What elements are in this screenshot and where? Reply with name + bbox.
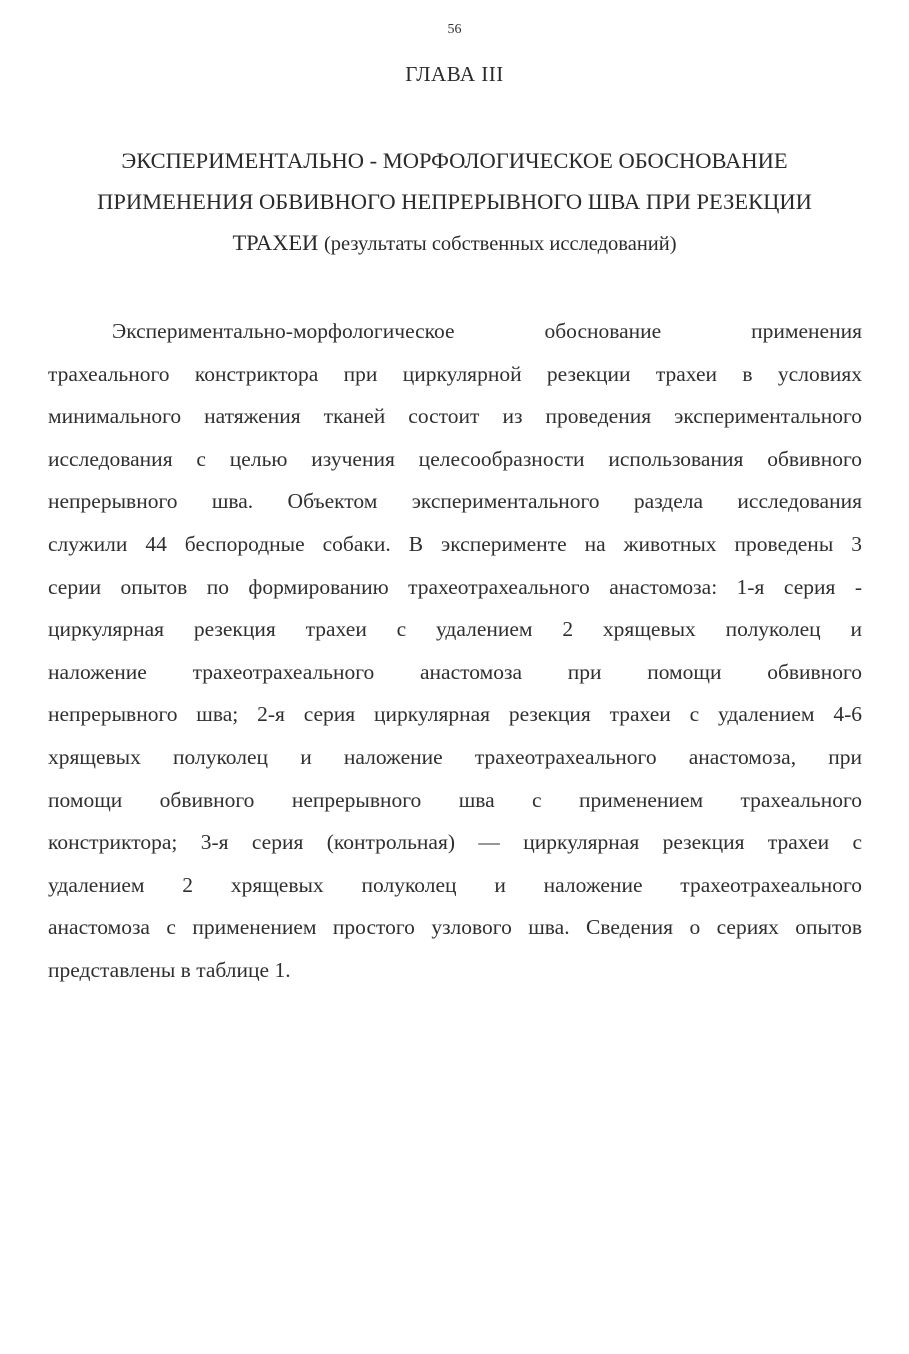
page-number: 56 [447, 22, 462, 37]
title-line-2: ПРИМЕНЕНИЯ ОБВИВНОГО НЕПРЕРЫВНОГО ШВА ПРИ РЕЗЕКЦИИ [97, 189, 812, 214]
body-paragraph [48, 310, 862, 992]
paragraph-line: непрерывного шва; 2-я серия циркулярная резекция трахеи с удалением 4-6 [48, 702, 862, 727]
paragraph-line: представлены в таблице 1. [48, 957, 291, 982]
paragraph-line: исследования с целью изучения целесообразности использования обвивного [48, 446, 862, 471]
chapter-title [40, 140, 869, 265]
paragraph-line: констриктора; 3-я серия (контрольная) — циркулярная резекция трахеи с [48, 830, 862, 855]
paragraph-line: минимального натяжения тканей состоит из проведения экспериментального [48, 404, 862, 429]
paragraph-line: серии опытов по формированию трахеотрахеального анастомоза: 1-я серия - [48, 574, 862, 599]
title-line-1: ЭКСПЕРИМЕНТАЛЬНО - МОРФОЛОГИЧЕСКОЕ ОБОСНОВАНИЕ [121, 148, 788, 173]
paragraph-line: хрящевых полуколец и наложение трахеотрахеального анастомоза, при [48, 744, 862, 769]
chapter-heading: ГЛАВА III [405, 62, 504, 86]
paragraph-line: непрерывного шва. Объектом экспериментального раздела исследования [48, 489, 862, 514]
paragraph-line: наложение трахеотрахеального анастомоза при помощи обвивного [48, 659, 862, 684]
paragraph-line: трахеального констриктора при циркулярной резекции трахеи в условиях [48, 361, 862, 386]
title-line-3-subtitle: (результаты собственных исследований) [323, 233, 677, 255]
paragraph-line: помощи обвивного непрерывного шва с применением трахеального [48, 787, 862, 812]
paragraph-line: анастомоза с применением простого узлового шва. Сведения о сериях опытов [48, 915, 862, 940]
paragraph-line: служили 44 беспородные собаки. В эксперименте на животных проведены 3 [48, 531, 862, 556]
paragraph-line: Экспериментально-морфологическое обоснование применения [112, 319, 862, 343]
paragraph-line: циркулярная резекция трахеи с удалением 2 хрящевых полуколец и [48, 617, 862, 642]
title-line-3-caps: ТРАХЕИ [232, 230, 319, 255]
paragraph-line: удалением 2 хрящевых полуколец и наложение трахеотрахеального [48, 872, 862, 897]
title-line-3 [40, 222, 869, 265]
